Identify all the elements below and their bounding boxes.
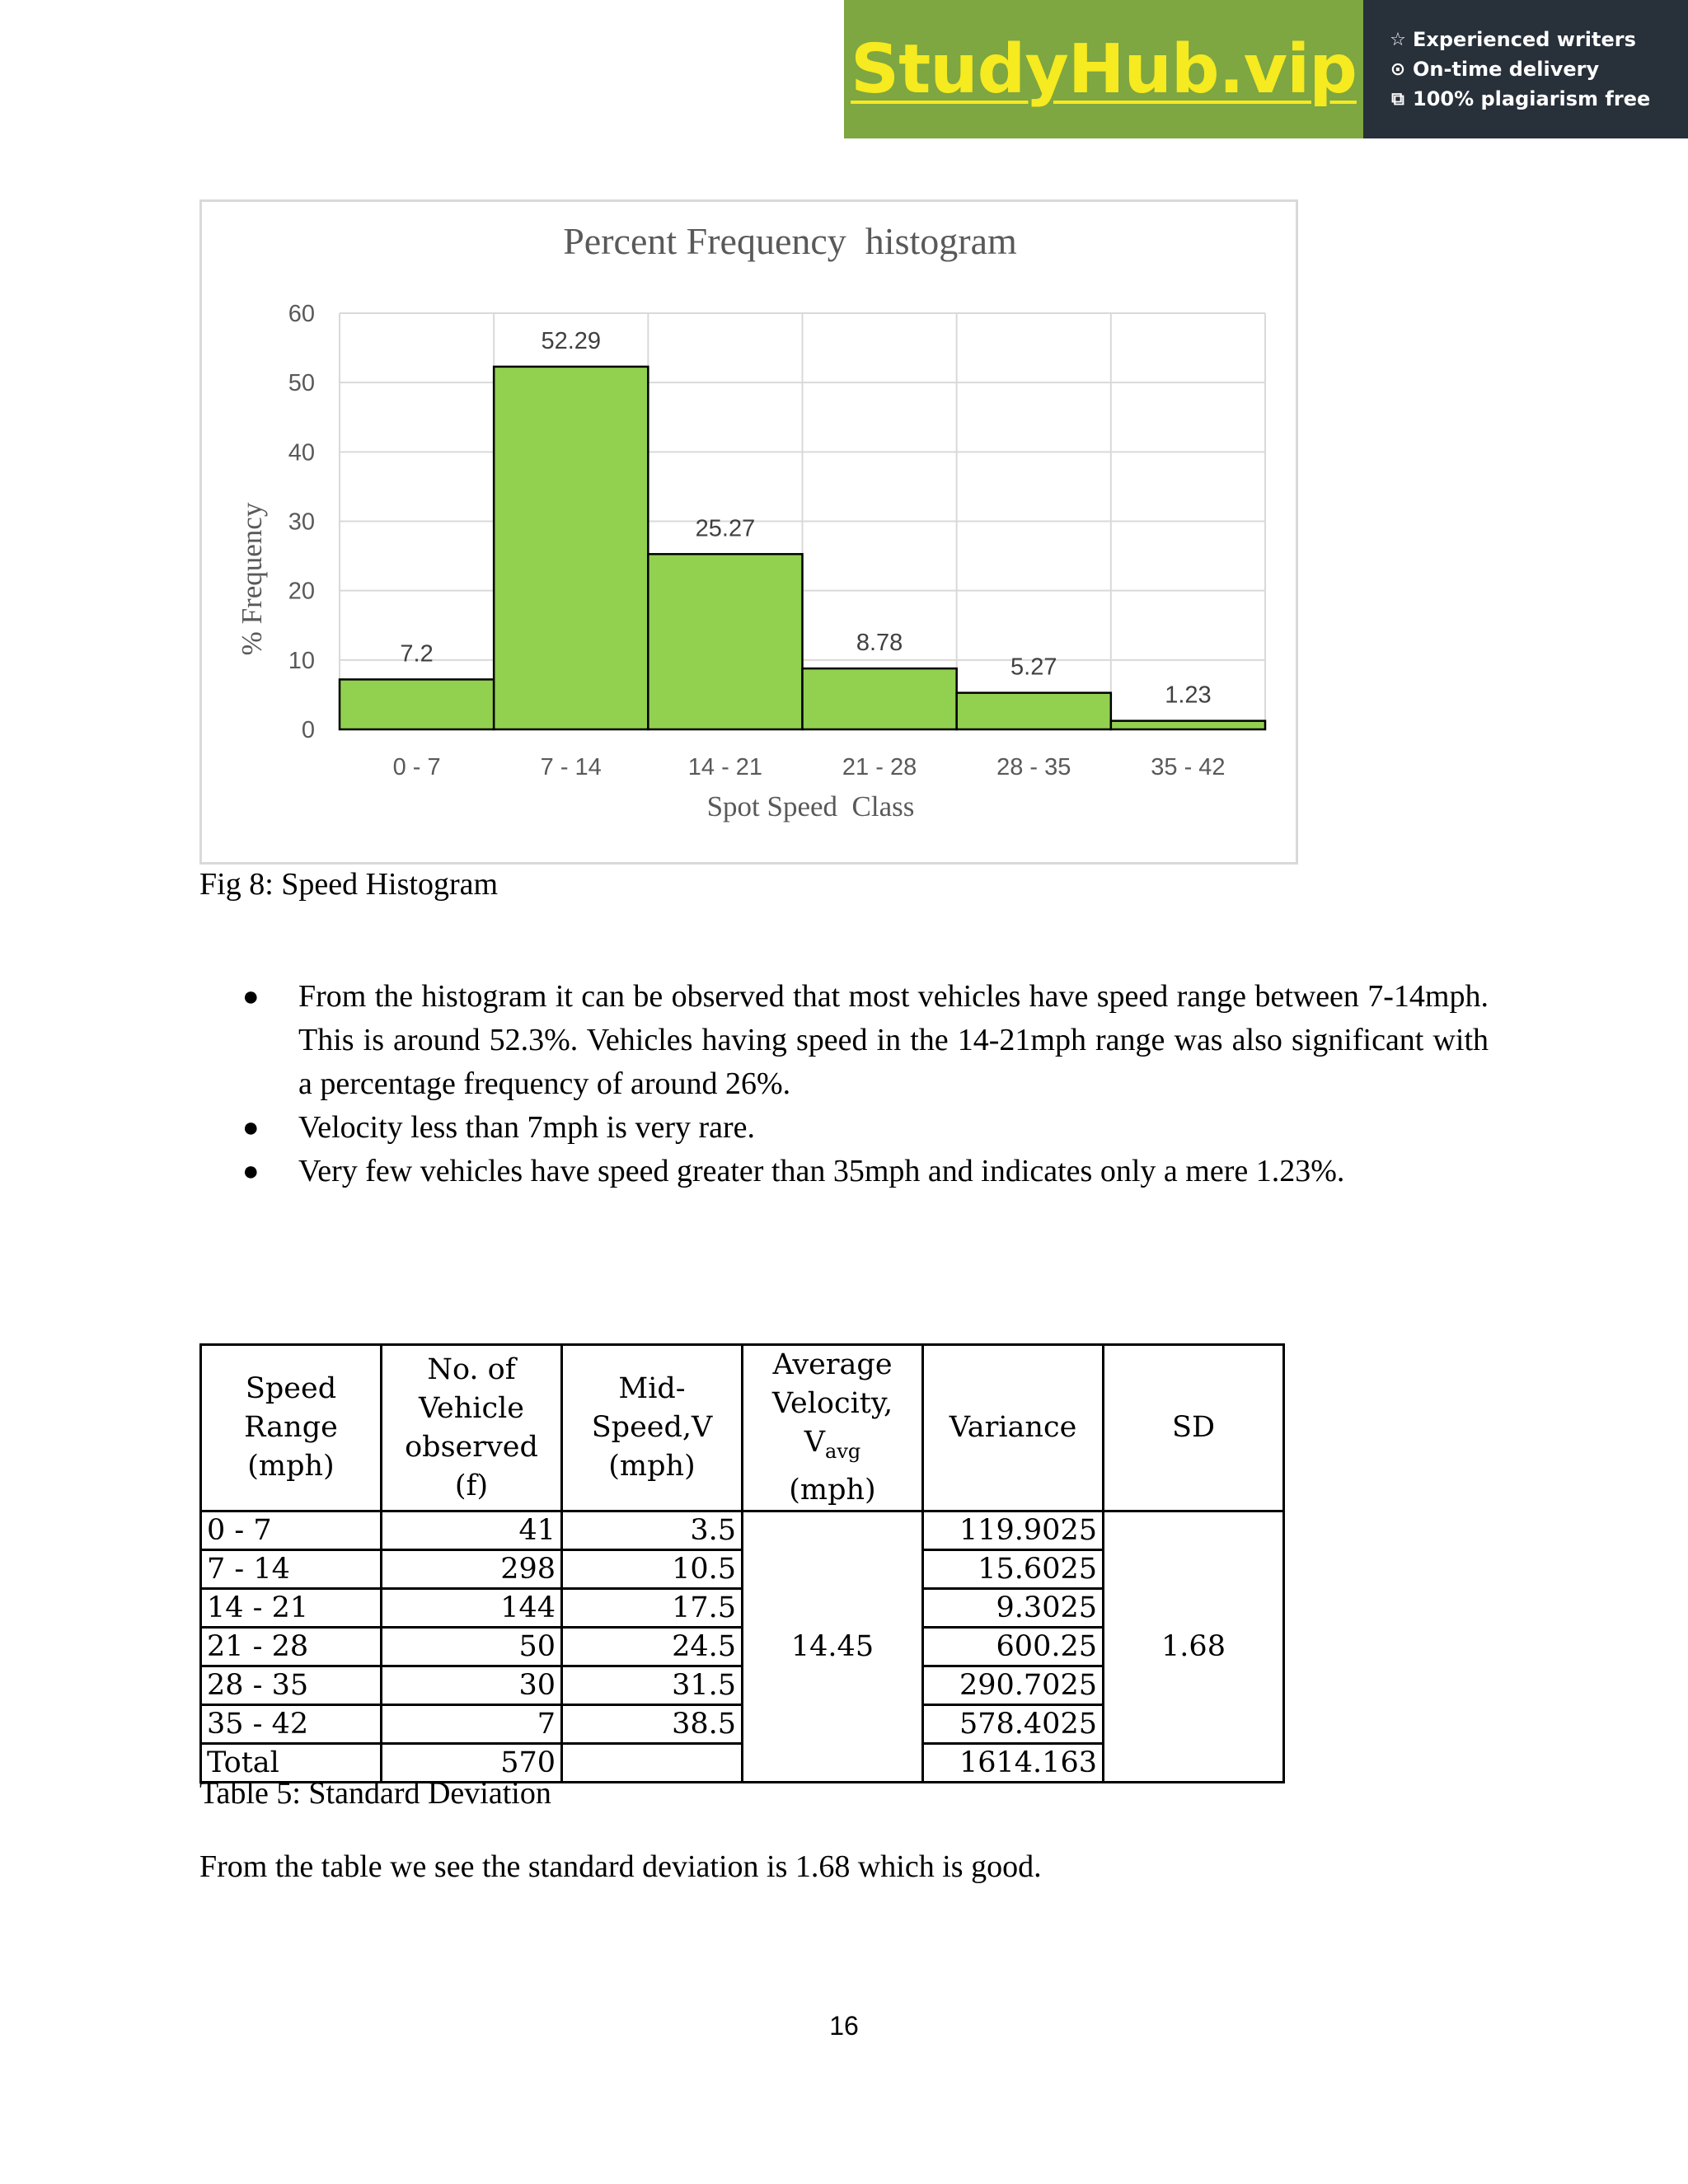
x-tick-label: 14 - 21 bbox=[687, 754, 763, 780]
cell-range: 0 - 7 bbox=[201, 1511, 382, 1550]
cell-variance: 290.7025 bbox=[923, 1666, 1104, 1705]
bar-value-label: 5.27 bbox=[1010, 654, 1057, 681]
x-tick-label: 21 - 28 bbox=[842, 754, 917, 780]
studyhub-logo[interactable] bbox=[844, 0, 1363, 138]
cell-count: 570 bbox=[382, 1744, 562, 1783]
x-axis-label: Spot Speed Class bbox=[706, 790, 915, 823]
histogram-bar bbox=[340, 679, 494, 729]
table-caption: Table 5: Standard Deviation bbox=[199, 1776, 551, 1811]
clock-icon: ⊙ bbox=[1390, 59, 1406, 80]
y-tick-label: 0 bbox=[301, 717, 315, 743]
feature-plagiarism-free bbox=[1388, 87, 1688, 110]
histogram-bar bbox=[803, 668, 957, 729]
chart-title: Percent Frequency histogram bbox=[563, 220, 1017, 262]
list-item: ● Velocity less than 7mph is very rare. bbox=[239, 1106, 1489, 1150]
table-header-row bbox=[201, 1345, 1284, 1511]
x-tick-label: 28 - 35 bbox=[996, 754, 1071, 780]
cell-mid: 10.5 bbox=[562, 1550, 743, 1589]
x-tick-label: 0 - 7 bbox=[392, 754, 441, 780]
bar-value-label: 1.23 bbox=[1165, 682, 1212, 709]
cell-variance: 15.6025 bbox=[923, 1550, 1104, 1589]
page-number: 16 bbox=[829, 2011, 859, 2041]
bar-value-label: 25.27 bbox=[695, 515, 756, 542]
feature-label: 100% plagiarism free bbox=[1413, 87, 1651, 110]
standard-deviation-table bbox=[199, 1343, 1285, 1783]
list-item: ● From the histogram it can be observed that most vehicles have speed range between 7-14mph. This is around 52.3%. Vehicles having speed in the 14-21mph range was also significant with a percentage frequency of around 26%. bbox=[239, 975, 1489, 1106]
cell-range: 21 - 28 bbox=[201, 1628, 382, 1666]
cell-count: 7 bbox=[382, 1705, 562, 1744]
bullet-icon: ● bbox=[242, 1113, 260, 1143]
feature-on-time-delivery bbox=[1388, 58, 1688, 81]
cell-mid: 38.5 bbox=[562, 1705, 743, 1744]
header-variance: Variance bbox=[923, 1345, 1104, 1511]
cell-range: 14 - 21 bbox=[201, 1589, 382, 1628]
bullet-icon: ● bbox=[242, 1156, 260, 1187]
histogram-bar bbox=[494, 367, 648, 729]
bar-value-label: 8.78 bbox=[856, 630, 903, 657]
cell-variance: 9.3025 bbox=[923, 1589, 1104, 1628]
y-axis-label: % Frequency bbox=[236, 502, 268, 656]
copy-icon: ⧉ bbox=[1391, 88, 1404, 110]
histogram-svg bbox=[202, 202, 1296, 862]
cell-variance: 600.25 bbox=[923, 1628, 1104, 1666]
cell-range: 28 - 35 bbox=[201, 1666, 382, 1705]
cell-count: 30 bbox=[382, 1666, 562, 1705]
header-average-velocity: Average Velocity, $V_{avg}$ (mph) bbox=[743, 1345, 923, 1511]
header-mid-speed: Mid- Speed,V (mph) bbox=[562, 1345, 743, 1511]
histogram-bar bbox=[957, 693, 1111, 729]
y-tick-label: 10 bbox=[288, 647, 315, 674]
cell-mid: 3.5 bbox=[562, 1511, 743, 1550]
list-item: ● Very few vehicles have speed greater than 35mph and indicates only a mere 1.23%. bbox=[239, 1150, 1489, 1193]
cell-variance: 1614.163 bbox=[923, 1744, 1104, 1783]
cell-variance: 578.4025 bbox=[923, 1705, 1104, 1744]
y-tick-label: 40 bbox=[288, 439, 315, 466]
summary-text: From the table we see the standard deviation is 1.68 which is good. bbox=[199, 1849, 1042, 1884]
y-tick-label: 60 bbox=[288, 301, 315, 327]
header-vehicle-count: No. of Vehicle observed (f) bbox=[382, 1345, 562, 1511]
bar-value-label: 52.29 bbox=[541, 327, 602, 354]
cell-count: 144 bbox=[382, 1589, 562, 1628]
cell-variance: 119.9025 bbox=[923, 1511, 1104, 1550]
x-tick-label: 35 - 42 bbox=[1151, 754, 1226, 780]
observation-list bbox=[239, 975, 1489, 1193]
cell-count: 41 bbox=[382, 1511, 562, 1550]
bar-value-label: 7.2 bbox=[400, 640, 434, 668]
histogram-chart bbox=[199, 199, 1298, 865]
feature-label: Experienced writers bbox=[1413, 28, 1636, 51]
cell-range: Total bbox=[201, 1744, 382, 1783]
feature-experienced-writers bbox=[1388, 28, 1688, 51]
header-sd: SD bbox=[1104, 1345, 1284, 1511]
banner-features bbox=[1363, 0, 1688, 138]
studyhub-logo-text: StudyHub.vip bbox=[851, 30, 1357, 109]
y-tick-label: 30 bbox=[288, 509, 315, 536]
table-row bbox=[201, 1511, 1284, 1550]
bullet-icon: ● bbox=[242, 982, 260, 1012]
header-speed-range: Speed Range (mph) bbox=[201, 1345, 382, 1511]
histogram-bar bbox=[648, 554, 802, 729]
y-tick-label: 20 bbox=[288, 578, 315, 605]
x-tick-label: 7 - 14 bbox=[540, 754, 602, 780]
figure-caption: Fig 8: Speed Histogram bbox=[199, 867, 499, 902]
feature-label: On-time delivery bbox=[1413, 58, 1600, 81]
star-icon: ☆ bbox=[1390, 29, 1406, 50]
histogram-bar bbox=[1111, 721, 1265, 729]
cell-sd: 1.68 bbox=[1104, 1511, 1284, 1783]
cell-count: 50 bbox=[382, 1628, 562, 1666]
cell-mid: 17.5 bbox=[562, 1589, 743, 1628]
cell-range: 7 - 14 bbox=[201, 1550, 382, 1589]
cell-mid: 24.5 bbox=[562, 1628, 743, 1666]
cell-mid: 31.5 bbox=[562, 1666, 743, 1705]
cell-count: 298 bbox=[382, 1550, 562, 1589]
studyhub-banner[interactable] bbox=[844, 0, 1688, 138]
cell-mid bbox=[562, 1744, 743, 1783]
y-tick-label: 50 bbox=[288, 370, 315, 397]
cell-range: 35 - 42 bbox=[201, 1705, 382, 1744]
cell-average-velocity: 14.45 bbox=[743, 1511, 923, 1783]
